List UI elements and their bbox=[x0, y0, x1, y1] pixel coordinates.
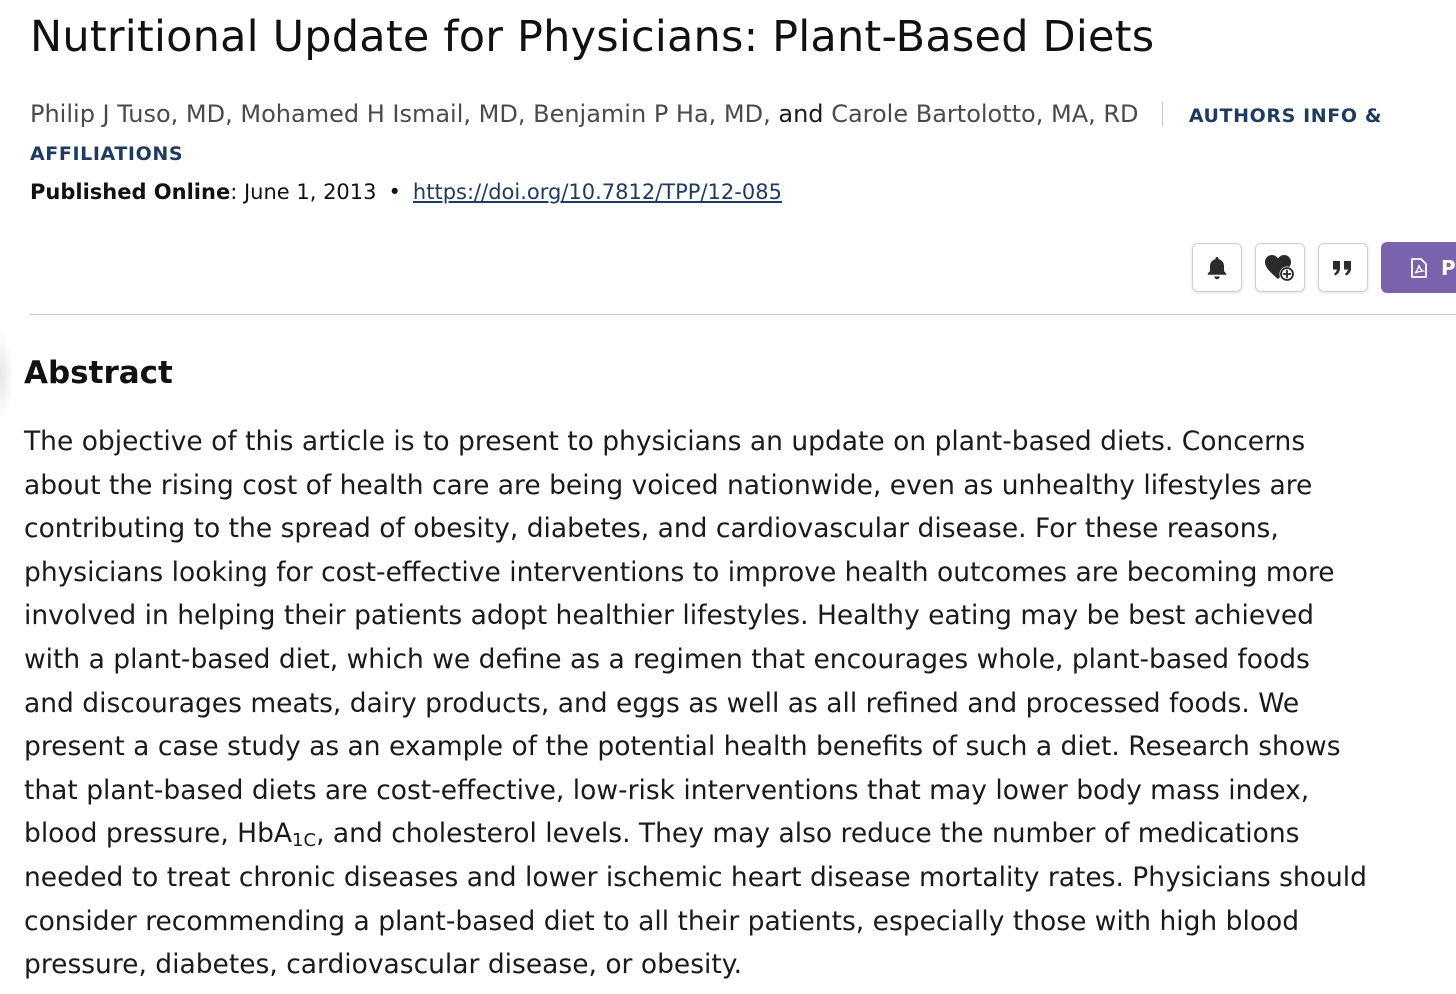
abstract-text bbox=[24, 420, 1456, 987]
published-date: : June 1, 2013 bbox=[230, 180, 377, 204]
abstract-line: present a case study as an example of the potential health benefits of such a diet. Research shows bbox=[24, 731, 1341, 763]
abstract-line: needed to treat chronic diseases and lower ischemic heart disease mortality rates. Physicians should bbox=[24, 861, 1367, 893]
authors-info-label: AUTHORS INFO & bbox=[1188, 105, 1382, 127]
author-link[interactable]: Benjamin P Ha, MD, bbox=[533, 100, 771, 128]
abstract-line: pressure, diabetes, cardiovascular disease, or obesity. bbox=[24, 949, 743, 981]
abstract-line: with a plant-based diet, which we define as a regimen that encourages whole, plant-based foods bbox=[24, 643, 1310, 675]
favorite-button[interactable] bbox=[1255, 243, 1305, 292]
abstract-line: physicians looking for cost-effective interventions to improve health outcomes are becoming more bbox=[24, 556, 1335, 588]
abstract-line: consider recommending a plant-based diet to all their patients, especially those with high blood bbox=[24, 905, 1300, 937]
quote-icon bbox=[1331, 258, 1355, 278]
abstract-heading: Abstract bbox=[24, 355, 173, 391]
pdf-icon bbox=[1411, 258, 1427, 278]
publication-info bbox=[30, 180, 782, 204]
cite-button[interactable] bbox=[1318, 243, 1368, 292]
author-list bbox=[30, 96, 1440, 172]
edge-shadow bbox=[0, 330, 14, 420]
author-conjunction: and bbox=[778, 100, 824, 128]
article-title: Nutritional Update for Physicians: Plant-Based Diets bbox=[30, 12, 1155, 62]
abstract-line: The objective of this article is to present to physicians an update on plant-based diets. Concerns bbox=[24, 426, 1306, 457]
author-link[interactable]: Mohamed H Ismail, MD, bbox=[240, 100, 526, 128]
alert-button[interactable] bbox=[1192, 243, 1242, 292]
abstract-line: that plant-based diets are cost-effective, low-risk interventions that may lower body mass index, bbox=[24, 774, 1310, 806]
bell-icon bbox=[1205, 255, 1229, 281]
heart-plus-icon bbox=[1264, 253, 1296, 283]
abstract-line: contributing to the spread of obesity, diabetes, and cardiovascular disease. For these reasons, bbox=[24, 513, 1279, 545]
section-divider bbox=[30, 314, 1456, 315]
author-link[interactable]: Carole Bartolotto, MA, RD bbox=[831, 100, 1139, 128]
abstract-text-segment: blood pressure, HbA bbox=[24, 818, 293, 850]
published-label: Published Online bbox=[30, 180, 231, 204]
author-link[interactable]: Philip J Tuso, MD, bbox=[30, 100, 233, 128]
pdf-button-label: P bbox=[1441, 255, 1456, 280]
subscript: 1C bbox=[292, 830, 317, 852]
separator bbox=[1162, 102, 1163, 126]
abstract-line bbox=[24, 812, 1456, 856]
abstract-text-segment: , and cholesterol levels. They may also reduce the number of medications bbox=[316, 818, 1300, 850]
bullet-separator: • bbox=[388, 180, 401, 204]
pdf-download-button[interactable] bbox=[1381, 242, 1456, 293]
affiliations-label: AFFILIATIONS bbox=[30, 143, 184, 165]
abstract-line: involved in helping their patients adopt healthier lifestyles. Healthy eating may be best achieved bbox=[24, 600, 1314, 632]
article-toolbar bbox=[1192, 243, 1456, 293]
abstract-line: about the rising cost of health care are being voiced nationwide, even as unhealthy lifestyles are bbox=[24, 469, 1313, 501]
abstract-line: and discourages meats, dairy products, and eggs as well as all refined and processed foods. We bbox=[24, 687, 1300, 719]
doi-link[interactable]: https://doi.org/10.7812/TPP/12-085 bbox=[412, 180, 782, 204]
